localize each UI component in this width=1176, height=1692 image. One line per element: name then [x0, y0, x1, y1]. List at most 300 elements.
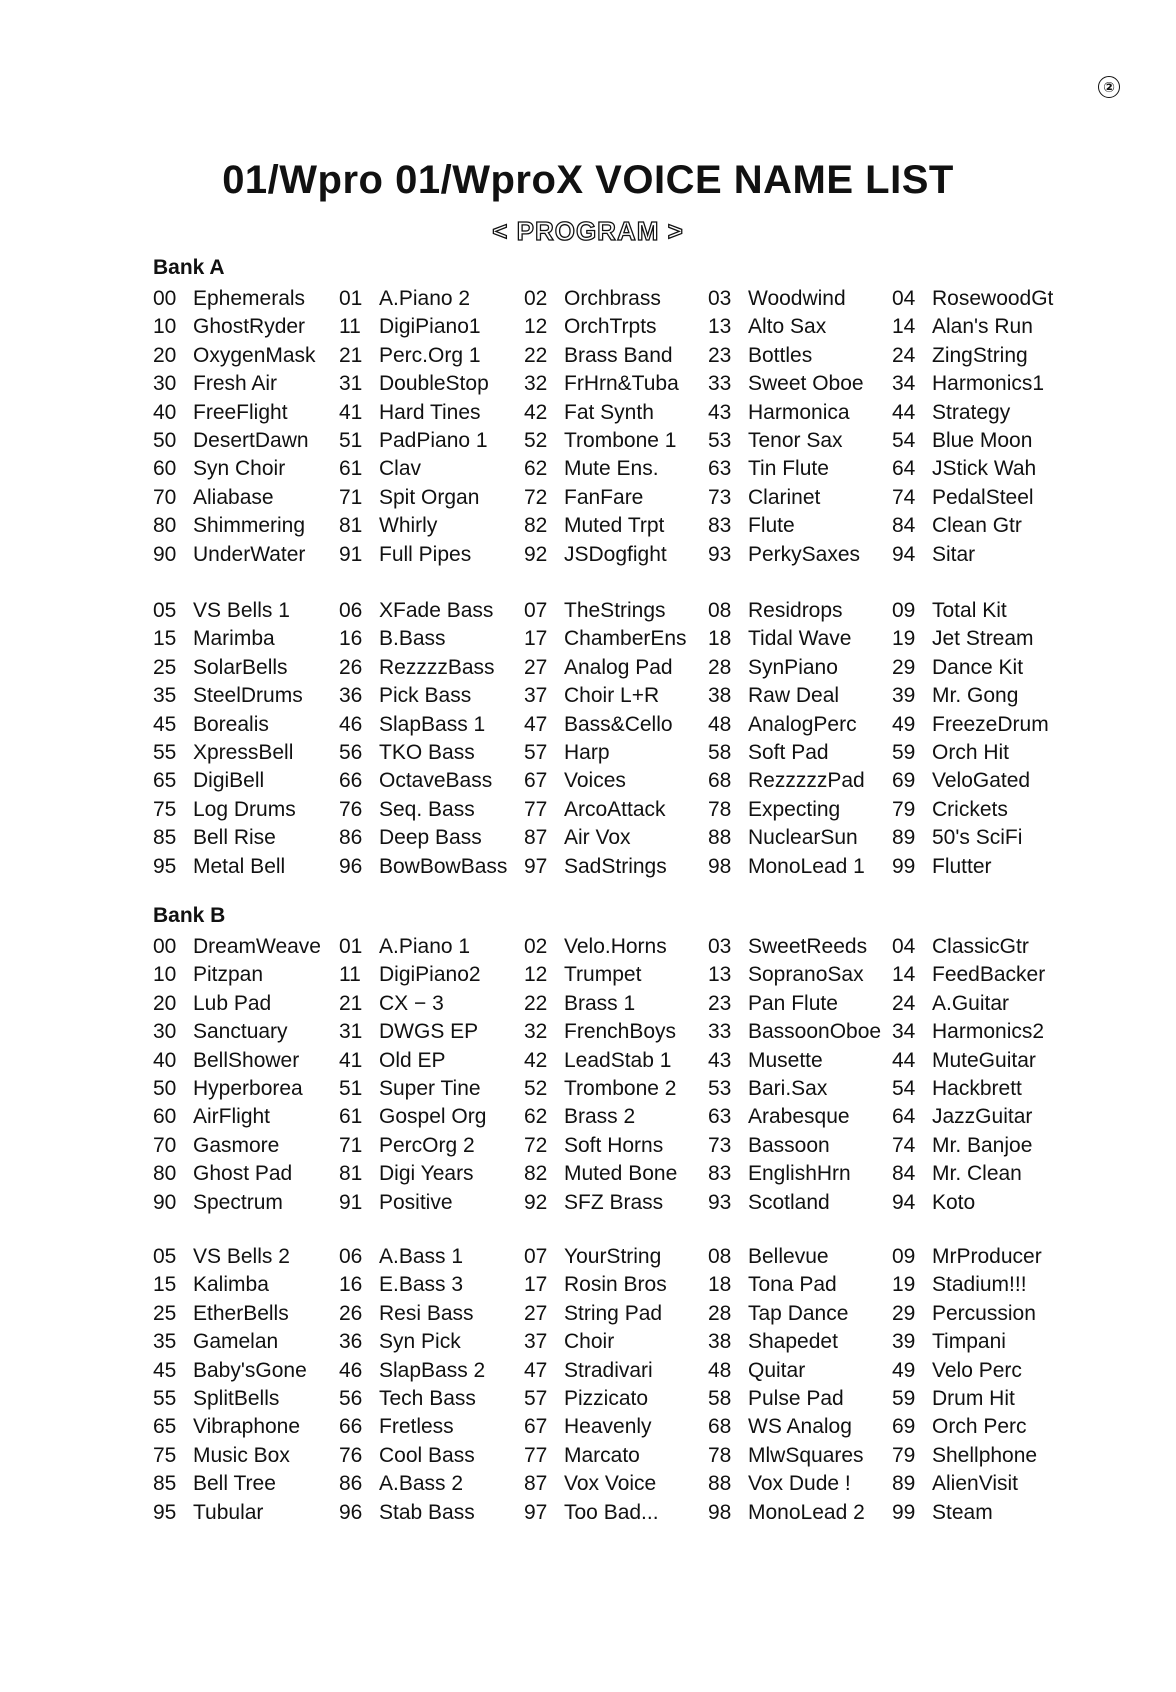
voice-name: Marcato — [564, 1443, 640, 1467]
voice-entry — [524, 711, 673, 739]
voice-name: Voices — [564, 769, 626, 793]
voice-name: Bottles — [748, 343, 813, 367]
voice-entry — [892, 625, 1034, 653]
voice-name: Super Tine — [379, 1076, 481, 1100]
voice-row — [153, 961, 1153, 989]
voice-name: Deep Bass — [379, 826, 482, 850]
voice-number: 79 — [892, 797, 916, 821]
voice-name: Musette — [748, 1048, 823, 1072]
voice-number: 76 — [339, 797, 363, 821]
voice-number: 35 — [153, 684, 177, 708]
voice-entry — [708, 1243, 829, 1271]
voice-name: Bell Tree — [193, 1472, 276, 1496]
voice-name: SadStrings — [564, 854, 667, 878]
voice-number: 48 — [708, 712, 732, 736]
voice-name: Soft Horns — [564, 1133, 664, 1157]
voice-name: Residrops — [748, 599, 843, 622]
voice-number: 97 — [524, 854, 548, 878]
voice-entry — [708, 370, 864, 398]
voice-entry — [892, 1132, 1032, 1160]
bank-label: Bank B — [153, 904, 226, 927]
voice-name: Music Box — [193, 1443, 290, 1467]
voice-row — [153, 285, 1153, 313]
voice-entry — [708, 711, 857, 739]
voice-number: 76 — [339, 1443, 363, 1467]
voice-entry — [524, 1103, 635, 1131]
voice-entry — [708, 455, 829, 483]
voice-entry — [892, 1328, 1006, 1356]
voice-block — [153, 1243, 1153, 1527]
voice-entry — [524, 1328, 614, 1356]
voice-number: 96 — [339, 1500, 363, 1524]
voice-number: 71 — [339, 1133, 363, 1157]
voice-name: Shellphone — [932, 1443, 1038, 1467]
voice-row — [153, 1132, 1153, 1160]
voice-number: 77 — [524, 797, 548, 821]
voice-number: 78 — [708, 797, 732, 821]
voice-number: 25 — [153, 655, 177, 679]
voice-entry — [153, 1271, 269, 1299]
voice-entry — [892, 1103, 1032, 1131]
voice-name: Orch Perc — [932, 1415, 1027, 1439]
voice-name: Ephemerals — [193, 287, 306, 310]
voice-entry — [339, 1413, 454, 1441]
voice-entry — [153, 961, 263, 989]
voice-name: JSDogfight — [564, 542, 667, 566]
voice-number: 39 — [892, 684, 916, 708]
voice-number: 08 — [708, 1245, 732, 1268]
voice-number: 12 — [524, 315, 548, 339]
voice-name: ZingString — [932, 343, 1028, 367]
voice-number: 93 — [708, 542, 732, 566]
voice-number: 91 — [339, 542, 363, 566]
voice-name: A.Bass 2 — [379, 1472, 464, 1496]
voice-name: BellShower — [193, 1048, 300, 1072]
voice-name: Steam — [932, 1500, 993, 1524]
voice-name: Tenor Sax — [748, 428, 843, 452]
voice-name: ClassicGtr — [932, 935, 1029, 958]
voice-entry — [524, 961, 641, 989]
voice-name: Expecting — [748, 797, 841, 821]
voice-number: 67 — [524, 769, 548, 793]
voice-name: MonoLead 1 — [748, 854, 865, 878]
voice-entry — [524, 484, 643, 512]
voice-entry — [339, 1018, 478, 1046]
voice-entry — [153, 484, 274, 512]
voice-entry — [153, 399, 288, 427]
voice-entry — [892, 512, 1022, 540]
voice-entry — [524, 1385, 648, 1413]
voice-number: 45 — [153, 712, 177, 736]
voice-number: 23 — [708, 343, 732, 367]
voice-name: Ghost Pad — [193, 1162, 293, 1186]
voice-number: 90 — [153, 542, 177, 566]
voice-name: Jet Stream — [932, 627, 1034, 651]
voice-number: 47 — [524, 1358, 548, 1382]
voice-entry — [339, 512, 437, 540]
voice-number: 07 — [524, 599, 548, 622]
voice-name: Quitar — [748, 1358, 806, 1382]
voice-name: Pulse Pad — [748, 1386, 844, 1410]
voice-name: Arabesque — [748, 1105, 850, 1129]
voice-entry — [892, 1075, 1022, 1103]
voice-entry — [524, 342, 673, 370]
voice-number: 19 — [892, 627, 916, 651]
voice-entry — [524, 541, 667, 569]
voice-name: Flute — [748, 514, 795, 538]
voice-name: Crickets — [932, 797, 1008, 821]
voice-name: Hyperborea — [193, 1076, 303, 1100]
voice-entry — [153, 455, 285, 483]
voice-number: 74 — [892, 485, 916, 509]
voice-entry — [892, 1300, 1036, 1328]
voice-name: Lub Pad — [193, 991, 272, 1015]
voice-row — [153, 1413, 1153, 1441]
voice-name: AirFlight — [193, 1105, 271, 1129]
voice-name: Positive — [379, 1190, 453, 1214]
voice-row — [153, 853, 1153, 881]
voice-entry — [153, 285, 305, 313]
voice-entry — [339, 739, 475, 767]
voice-name: A.Guitar — [932, 991, 1010, 1015]
voice-entry — [339, 1442, 475, 1470]
voice-entry — [153, 342, 316, 370]
voice-name: Spectrum — [193, 1190, 283, 1214]
voice-number: 85 — [153, 1472, 177, 1496]
voice-number: 43 — [708, 400, 732, 424]
voice-number: 89 — [892, 826, 916, 850]
voice-entry — [708, 1328, 838, 1356]
voice-number: 49 — [892, 1358, 916, 1382]
voice-name: Stradivari — [564, 1358, 653, 1382]
voice-entry — [708, 1357, 805, 1385]
voice-number: 13 — [708, 315, 732, 339]
voice-number: 72 — [524, 1133, 548, 1157]
voice-entry — [524, 1243, 661, 1271]
voice-number: 04 — [892, 935, 916, 958]
voice-name: OctaveBass — [379, 769, 493, 793]
voice-name: Vox Dude ! — [748, 1472, 851, 1496]
voice-entry — [892, 767, 1030, 795]
voice-name: GhostRyder — [193, 315, 306, 339]
voice-name: Shimmering — [193, 514, 306, 538]
voice-entry — [892, 1047, 1036, 1075]
voice-entry — [524, 313, 657, 341]
voice-name: Marimba — [193, 627, 275, 651]
voice-number: 37 — [524, 684, 548, 708]
voice-name: Total Kit — [932, 599, 1007, 622]
voice-entry — [708, 933, 867, 961]
voice-name: Bari.Sax — [748, 1076, 828, 1100]
voice-number: 65 — [153, 769, 177, 793]
voice-number: 43 — [708, 1048, 732, 1072]
voice-number: 53 — [708, 428, 732, 452]
voice-number: 17 — [524, 627, 548, 651]
voice-block — [153, 285, 1153, 569]
voice-name: Gospel Org — [379, 1105, 487, 1129]
voice-name: RosewoodGt — [932, 287, 1054, 310]
voice-entry — [708, 1499, 865, 1527]
voice-name: Brass Band — [564, 343, 673, 367]
voice-name: Clav — [379, 457, 422, 481]
voice-name: OrchTrpts — [564, 315, 657, 339]
voice-entry — [153, 1470, 276, 1498]
voice-entry — [892, 711, 1049, 739]
voice-entry — [339, 399, 481, 427]
voice-entry — [892, 1385, 1015, 1413]
voice-number: 01 — [339, 287, 363, 310]
voice-row — [153, 370, 1153, 398]
voice-entry — [339, 541, 471, 569]
voice-number: 24 — [892, 991, 916, 1015]
voice-number: 56 — [339, 740, 363, 764]
voice-entry — [339, 285, 470, 313]
voice-name: PercOrg 2 — [379, 1133, 475, 1157]
voice-name: JStick Wah — [932, 457, 1037, 481]
voice-name: String Pad — [564, 1301, 663, 1325]
voice-name: Velo Perc — [932, 1358, 1022, 1382]
voice-number: 12 — [524, 963, 548, 987]
voice-number: 60 — [153, 1105, 177, 1129]
voice-entry — [892, 1413, 1027, 1441]
voice-name: Stadium!!! — [932, 1273, 1027, 1297]
voice-entry — [524, 427, 676, 455]
voice-entry — [153, 1075, 303, 1103]
voice-name: Woodwind — [748, 287, 846, 310]
voice-number: 38 — [708, 1330, 732, 1354]
voice-name: SynPiano — [748, 655, 838, 679]
voice-name: SopranoSax — [748, 963, 864, 987]
voice-entry — [708, 427, 843, 455]
voice-entry — [339, 1243, 463, 1271]
voice-number: 57 — [524, 1386, 548, 1410]
voice-row — [153, 1075, 1153, 1103]
voice-number: 94 — [892, 1190, 916, 1214]
bank-label: Bank A — [153, 256, 225, 279]
voice-number: 75 — [153, 797, 177, 821]
voice-row — [153, 1103, 1153, 1131]
voice-entry — [153, 654, 288, 682]
voice-entry — [153, 1103, 270, 1131]
voice-row — [153, 541, 1153, 569]
voice-number: 66 — [339, 1415, 363, 1439]
voice-name: SteelDrums — [193, 684, 303, 708]
voice-name: CX − 3 — [379, 991, 444, 1015]
voice-name: Full Pipes — [379, 542, 472, 566]
voice-name: SFZ Brass — [564, 1190, 664, 1214]
voice-entry — [339, 1357, 485, 1385]
voice-name: PerkySaxes — [748, 542, 861, 566]
voice-number: 95 — [153, 854, 177, 878]
voice-entry — [524, 1160, 677, 1188]
voice-name: Tap Dance — [748, 1301, 849, 1325]
voice-name: DigiPiano1 — [379, 315, 481, 339]
voice-entry — [892, 1470, 1018, 1498]
voice-number: 39 — [892, 1330, 916, 1354]
voice-entry — [153, 1160, 292, 1188]
voice-entry — [708, 597, 843, 625]
voice-number: 36 — [339, 684, 363, 708]
voice-name: Aliabase — [193, 485, 274, 509]
voice-number: 61 — [339, 457, 363, 481]
voice-name: Fretless — [379, 1415, 454, 1439]
voice-entry — [708, 796, 840, 824]
voice-number: 18 — [708, 1273, 732, 1297]
voice-entry — [339, 1300, 474, 1328]
voice-number: 86 — [339, 1472, 363, 1496]
voice-name: MrProducer — [932, 1245, 1042, 1268]
voice-entry — [524, 1271, 667, 1299]
voice-number: 38 — [708, 684, 732, 708]
voice-number: 60 — [153, 457, 177, 481]
voice-name: Muted Trpt — [564, 514, 665, 538]
voice-row — [153, 824, 1153, 852]
voice-name: Velo.Horns — [564, 935, 667, 958]
voice-number: 28 — [708, 655, 732, 679]
voice-number: 68 — [708, 1415, 732, 1439]
voice-name: Log Drums — [193, 797, 296, 821]
voice-number: 36 — [339, 1330, 363, 1354]
voice-number: 80 — [153, 514, 177, 538]
voice-number: 24 — [892, 343, 916, 367]
voice-number: 65 — [153, 1415, 177, 1439]
voice-entry — [153, 796, 296, 824]
voice-name: Gasmore — [193, 1133, 280, 1157]
voice-entry — [524, 399, 654, 427]
voice-entry — [153, 1300, 289, 1328]
voice-row — [153, 625, 1153, 653]
voice-name: Vox Voice — [564, 1472, 657, 1496]
voice-number: 56 — [339, 1386, 363, 1410]
voice-entry — [708, 285, 846, 313]
voice-row — [153, 990, 1153, 1018]
voice-name: Pizzicato — [564, 1386, 649, 1410]
voice-row — [153, 682, 1153, 710]
voice-entry — [708, 1385, 844, 1413]
voice-block — [153, 933, 1153, 1217]
voice-name: FreezeDrum — [932, 712, 1049, 736]
voice-name: Raw Deal — [748, 684, 840, 708]
voice-number: 00 — [153, 287, 177, 310]
voice-entry — [892, 427, 1032, 455]
voice-row — [153, 739, 1153, 767]
voice-entry — [153, 711, 269, 739]
voice-row — [153, 427, 1153, 455]
voice-block — [153, 597, 1153, 881]
voice-number: 19 — [892, 1273, 916, 1297]
voice-entry — [708, 853, 865, 881]
voice-name: DWGS EP — [379, 1020, 479, 1044]
voice-entry — [153, 427, 309, 455]
voice-number: 22 — [524, 991, 548, 1015]
voice-name: DoubleStop — [379, 372, 489, 396]
voice-entry — [892, 990, 1009, 1018]
voice-name: RezzzzBass — [379, 655, 495, 679]
voice-entry — [524, 1300, 662, 1328]
voice-entry — [153, 1328, 278, 1356]
voice-entry — [892, 1442, 1037, 1470]
voice-number: 83 — [708, 1162, 732, 1186]
voice-number: 64 — [892, 1105, 916, 1129]
voice-name: Perc.Org 1 — [379, 343, 481, 367]
voice-number: 05 — [153, 1245, 177, 1268]
voice-entry — [892, 399, 1010, 427]
voice-name: Sitar — [932, 542, 976, 566]
page-subtitle: < PROGRAM > — [492, 216, 684, 246]
voice-entry — [153, 739, 293, 767]
voice-name: BowBowBass — [379, 854, 508, 878]
voice-row — [153, 455, 1153, 483]
voice-number: 55 — [153, 1386, 177, 1410]
voice-entry — [153, 1499, 263, 1527]
voice-name: NuclearSun — [748, 826, 858, 850]
voice-number: 63 — [708, 1105, 732, 1129]
voice-number: 85 — [153, 826, 177, 850]
voice-number: 52 — [524, 1076, 548, 1100]
voice-number: 03 — [708, 935, 732, 958]
page-number: ② — [1098, 76, 1120, 98]
voice-entry — [892, 1189, 975, 1217]
voice-entry — [708, 1103, 850, 1131]
voice-entry — [892, 1357, 1022, 1385]
voice-entry — [153, 625, 275, 653]
voice-number: 32 — [524, 372, 548, 396]
voice-name: DreamWeave — [193, 935, 321, 958]
voice-number: 48 — [708, 1358, 732, 1382]
voice-name: Harp — [564, 740, 610, 764]
voice-number: 00 — [153, 935, 177, 958]
voice-row — [153, 512, 1153, 540]
voice-name: Drum Hit — [932, 1386, 1015, 1410]
voice-number: 84 — [892, 1162, 916, 1186]
voice-entry — [524, 990, 635, 1018]
voice-entry — [892, 853, 992, 881]
voice-entry — [339, 853, 507, 881]
voice-entry — [708, 1075, 827, 1103]
voice-number: 78 — [708, 1443, 732, 1467]
voice-entry — [708, 682, 839, 710]
voice-name: Tona Pad — [748, 1273, 837, 1297]
voice-name: Sweet Oboe — [748, 372, 864, 396]
voice-name: Bass&Cello — [564, 712, 673, 736]
voice-number: 91 — [339, 1190, 363, 1214]
voice-name: Whirly — [379, 514, 438, 538]
voice-name: Spit Organ — [379, 485, 480, 509]
voice-number: 28 — [708, 1301, 732, 1325]
voice-name: AlienVisit — [932, 1472, 1018, 1496]
voice-number: 15 — [153, 1273, 177, 1297]
voice-number: 03 — [708, 287, 732, 310]
voice-number: 74 — [892, 1133, 916, 1157]
voice-name: FanFare — [564, 485, 644, 509]
voice-number: 83 — [708, 514, 732, 538]
voice-name: OxygenMask — [193, 343, 316, 367]
voice-name: Trombone 1 — [564, 428, 677, 452]
voice-row — [153, 767, 1153, 795]
voice-entry — [708, 767, 865, 795]
voice-entry — [708, 1132, 830, 1160]
voice-number: 59 — [892, 740, 916, 764]
voice-entry — [524, 1075, 676, 1103]
voice-number: 99 — [892, 854, 916, 878]
voice-number: 27 — [524, 655, 548, 679]
voice-number: 96 — [339, 854, 363, 878]
voice-number: 87 — [524, 826, 548, 850]
voice-name: Pan Flute — [748, 991, 838, 1015]
voice-entry — [708, 342, 812, 370]
voice-entry — [339, 990, 444, 1018]
voice-number: 02 — [524, 287, 548, 310]
